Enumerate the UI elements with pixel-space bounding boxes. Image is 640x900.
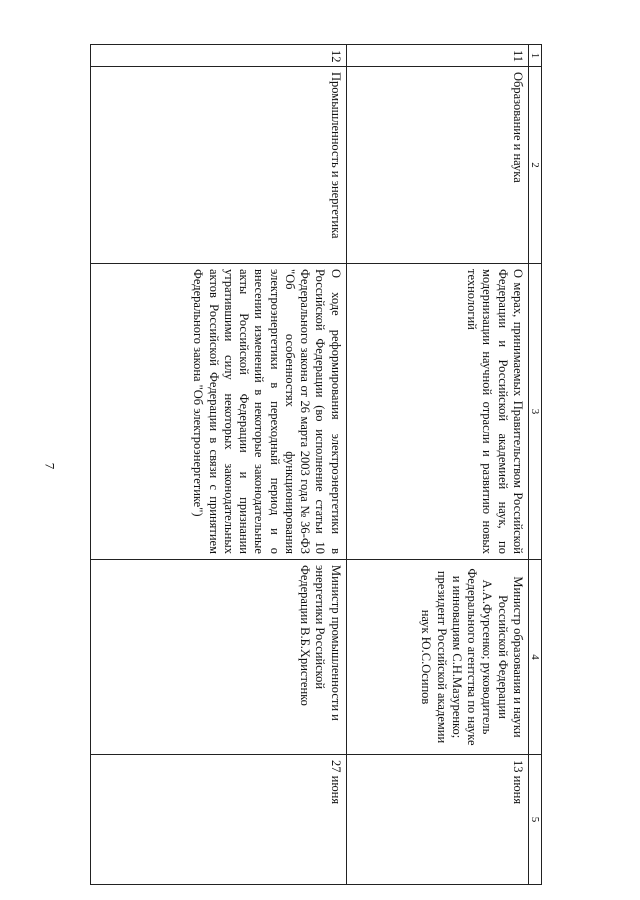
row-topic: О мерах, принимаемых Правительством Российской Федерации и Российской академией наук, по модернизации научной отрасли и развитию новых технологий — [346, 264, 528, 560]
column-number-3: 3 — [529, 264, 542, 560]
page-number: 7 — [42, 462, 58, 470]
table-row — [91, 45, 347, 885]
column-number-1: 1 — [529, 45, 542, 67]
row-number: 11 — [346, 45, 528, 67]
column-number-2: 2 — [529, 67, 542, 264]
row-speakers: Министр промышленности и энергетики Российской Федерации В.Б.Христенко — [91, 560, 347, 755]
row-number: 12 — [91, 45, 347, 67]
table-row — [346, 45, 528, 885]
row-date: 27 июня — [91, 755, 347, 885]
row-sphere: Образование и наука — [346, 67, 528, 264]
row-sphere: Промышленность и энергетика — [91, 67, 347, 264]
row-topic: О ходе реформирования электроэнергетики в Российской Федерации (во исполнение статьи 10 Федерального закона от 26 марта 2003 года № 36-ФЗ "Об особенностях функционирования электроэнергетики в переходный период и о внесении изменений в некоторые законодательные акты Российской Федерации и признании утратившими силу некоторых законодательных актов Российской Федерации в связи с принятием Федерального закона "Об электроэнергетике") — [91, 264, 347, 560]
table-header-row — [529, 45, 542, 885]
column-number-5: 5 — [529, 755, 542, 885]
plan-table — [90, 44, 542, 885]
row-date: 13 июня — [346, 755, 528, 885]
column-number-4: 4 — [529, 560, 542, 755]
rotated-table-wrapper — [90, 44, 542, 884]
row-speakers: Министр образования и науки Российской Федерации А.А.Фурсенко; руководитель Федерального агентства по науке и инновациям С.Н.Мазуренко; президент Российской академии наук Ю.С.Осипов — [346, 560, 528, 755]
